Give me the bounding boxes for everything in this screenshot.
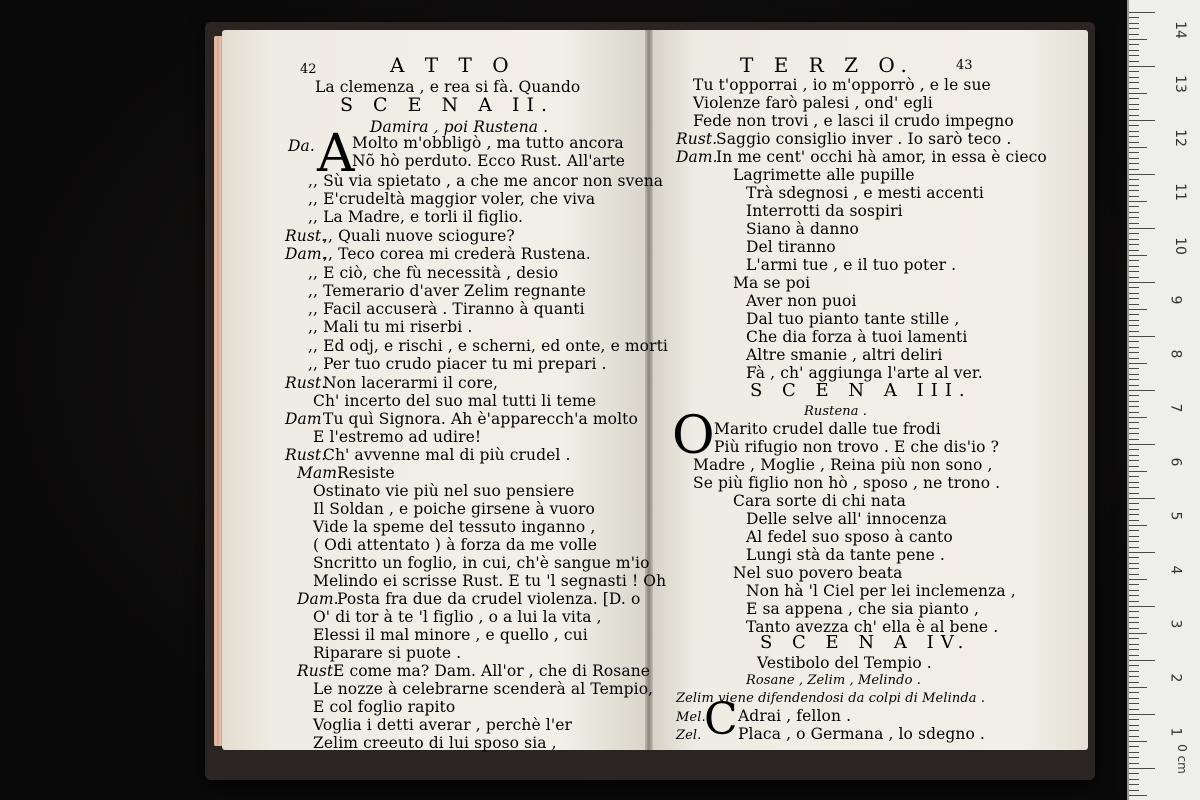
ruler-tick bbox=[1129, 476, 1139, 477]
ruler-tick bbox=[1129, 336, 1155, 337]
text-line: Tu t'opporrai , io m'opporrò , e le sue bbox=[693, 76, 991, 94]
ruler-tick bbox=[1129, 282, 1155, 283]
ruler-tick bbox=[1129, 88, 1139, 89]
ruler-tick bbox=[1129, 379, 1139, 380]
ruler-tick bbox=[1129, 39, 1147, 40]
ruler-number: 1 bbox=[1167, 727, 1184, 737]
ruler-tick bbox=[1129, 552, 1155, 553]
ruler-tick bbox=[1129, 374, 1139, 375]
speaker-label: Rust. bbox=[285, 446, 327, 464]
ruler-tick bbox=[1129, 503, 1139, 504]
ruler-tick bbox=[1129, 525, 1147, 526]
text-line: ,, Ed odj, e rischi , e scherni, ed onte, e morti bbox=[308, 337, 668, 355]
ruler-tick bbox=[1129, 698, 1139, 699]
text-line: ,, Per tuo crudo piacer tu mi prepari . bbox=[308, 355, 607, 373]
text-line: Il Soldan , e poiche girsene à vuoro bbox=[313, 500, 595, 518]
ruler-tick bbox=[1129, 422, 1139, 423]
ruler-tick bbox=[1129, 368, 1139, 369]
ruler-tick bbox=[1129, 692, 1139, 693]
text-line: Violenze farò palesi , ond' egli bbox=[693, 94, 933, 112]
text-line: Al fedel suo sposo à canto bbox=[746, 528, 953, 546]
text-line: Molto m'obbligò , ma tutto ancora bbox=[352, 134, 624, 152]
ruler-tick bbox=[1129, 314, 1139, 315]
ruler-tick bbox=[1129, 736, 1139, 737]
text-line: Delle selve all' innocenza bbox=[746, 510, 947, 528]
ruler-tick bbox=[1129, 174, 1155, 175]
text-line: Aver non puoi bbox=[746, 292, 857, 310]
ruler-tick bbox=[1129, 638, 1139, 639]
text-line: Zelim creeuto di lui sposo sia , bbox=[313, 734, 557, 752]
drop-cap: O bbox=[672, 406, 715, 466]
text-line: Melindo ei scrisse Rust. E tu 'l segnasti ! Oh bbox=[313, 572, 667, 590]
ruler-tick bbox=[1129, 395, 1139, 396]
text-line: Trà sdegnosi , e mesti accenti bbox=[746, 184, 984, 202]
ruler-tick bbox=[1129, 568, 1139, 569]
text-line: Voglia i detti averar , perchè l'er bbox=[313, 716, 573, 734]
ruler-tick bbox=[1129, 255, 1147, 256]
ruler-tick bbox=[1129, 730, 1139, 731]
text-line: Fede non trovi , e lasci il crudo impegno bbox=[693, 112, 1014, 130]
ruler-tick bbox=[1129, 82, 1139, 83]
ruler-tick bbox=[1129, 385, 1139, 386]
ruler-tick bbox=[1129, 244, 1139, 245]
text-line: ,, Temerario d'aver Zelim regnante bbox=[308, 282, 586, 300]
ruler-tick bbox=[1129, 541, 1139, 542]
speaker-label: Dam. bbox=[285, 245, 327, 263]
ruler-tick bbox=[1129, 428, 1139, 429]
speaker-label: Mel. bbox=[676, 710, 706, 725]
ruler-tick bbox=[1129, 304, 1139, 305]
stage-direction: Zelim viene difendendosi da colpi di Melinda . bbox=[676, 691, 986, 706]
ruler-tick bbox=[1129, 601, 1139, 602]
ruler-tick bbox=[1129, 363, 1147, 364]
ruler-tick bbox=[1129, 163, 1139, 164]
ruler-tick bbox=[1129, 233, 1139, 234]
text-line: Altre smanie , altri deliri bbox=[746, 346, 943, 364]
ruler-tick bbox=[1129, 77, 1139, 78]
drop-cap: A bbox=[317, 124, 355, 184]
speaker-label: Da. bbox=[288, 137, 315, 155]
text-line: Interrotti da sospiri bbox=[746, 202, 903, 220]
text-line: ,, E ciò, che fù necessità , desio bbox=[308, 264, 559, 282]
ruler-tick bbox=[1129, 773, 1139, 774]
ruler-number: 3 bbox=[1167, 619, 1184, 629]
ruler-tick bbox=[1129, 147, 1147, 148]
ruler-tick bbox=[1129, 530, 1139, 531]
speaker-label: Rust. bbox=[285, 374, 327, 392]
text-line: Nõ hò perduto. Ecco Rust. All'arte bbox=[352, 152, 626, 170]
ruler-number: 6 bbox=[1167, 457, 1184, 467]
ruler-tick bbox=[1129, 763, 1139, 764]
text-line: ,, Teco corea mi crederà Rustena. bbox=[323, 245, 591, 263]
ruler-tick bbox=[1129, 584, 1139, 585]
ruler-tick bbox=[1129, 795, 1147, 796]
speaker-label: Rust. bbox=[676, 130, 718, 148]
ruler-tick bbox=[1129, 250, 1139, 251]
ruler-tick bbox=[1129, 131, 1139, 132]
ruler-tick bbox=[1129, 115, 1139, 116]
scene-heading: S C E N A III. bbox=[750, 380, 972, 401]
ruler-tick bbox=[1129, 23, 1139, 24]
ruler-tick bbox=[1129, 622, 1139, 623]
ruler-number: 4 bbox=[1167, 565, 1184, 575]
measuring-ruler bbox=[1127, 0, 1200, 800]
ruler-tick bbox=[1129, 649, 1139, 650]
ruler-tick bbox=[1129, 790, 1139, 791]
ruler-tick bbox=[1129, 487, 1139, 488]
ruler-tick bbox=[1129, 228, 1155, 229]
text-line: ,, Sù via spietato , a che me ancor non svena bbox=[308, 172, 664, 190]
ruler-tick bbox=[1129, 390, 1155, 391]
ruler-tick bbox=[1129, 341, 1139, 342]
ruler-tick bbox=[1129, 433, 1139, 434]
ruler-unit: 0 cm bbox=[1174, 744, 1189, 774]
ruler-tick bbox=[1129, 444, 1155, 445]
text-line: ,, E'crudeltà maggior voler, che viva bbox=[308, 190, 596, 208]
ruler-number: 11 bbox=[1171, 183, 1188, 201]
ruler-tick bbox=[1129, 120, 1155, 121]
text-line: Posta fra due da crudel violenza. [D. o bbox=[337, 590, 641, 608]
ruler-tick bbox=[1129, 287, 1139, 288]
ruler-number: 12 bbox=[1171, 129, 1188, 147]
ruler-number: 5 bbox=[1167, 511, 1184, 521]
text-line: Ostinato vie più nel suo pensiere bbox=[313, 482, 575, 500]
stage-direction: Rustena . bbox=[804, 404, 868, 419]
speaker-label: Zel. bbox=[676, 728, 702, 743]
ruler-tick bbox=[1129, 557, 1139, 558]
ruler-tick bbox=[1129, 217, 1139, 218]
ruler-tick bbox=[1129, 644, 1139, 645]
ruler-tick bbox=[1129, 493, 1139, 494]
ruler-tick bbox=[1129, 509, 1139, 510]
ruler-tick bbox=[1129, 784, 1139, 785]
ruler-tick bbox=[1129, 55, 1139, 56]
ruler-tick bbox=[1129, 125, 1139, 126]
text-line: Tu quì Signora. Ah è'apparecch'a molto bbox=[323, 410, 638, 428]
ruler-tick bbox=[1129, 152, 1139, 153]
ruler-tick bbox=[1129, 142, 1139, 143]
page-number-left: 42 bbox=[300, 62, 317, 77]
book-gutter bbox=[645, 30, 653, 750]
ruler-tick bbox=[1129, 17, 1139, 18]
text-line: Siano à danno bbox=[746, 220, 859, 238]
ruler-tick bbox=[1129, 185, 1139, 186]
ruler-tick bbox=[1129, 277, 1139, 278]
ruler-tick bbox=[1129, 271, 1139, 272]
text-line: Tanto avezza ch' ella è al bene . bbox=[746, 618, 999, 636]
text-line: Resiste bbox=[337, 464, 395, 482]
ruler-tick bbox=[1129, 574, 1139, 575]
ruler-number: 7 bbox=[1167, 403, 1184, 413]
ruler-tick bbox=[1129, 590, 1139, 591]
ruler-tick bbox=[1129, 703, 1139, 704]
ruler-tick bbox=[1129, 482, 1139, 483]
ruler-tick bbox=[1129, 655, 1139, 656]
text-line: Nel suo povero beata bbox=[733, 564, 903, 582]
ruler-tick bbox=[1129, 676, 1139, 677]
text-line: Elessi il mal minore , e quello , cui bbox=[313, 626, 588, 644]
ruler-tick bbox=[1129, 169, 1139, 170]
text-line: In me cent' occhi hà amor, in essa è cieco bbox=[716, 148, 1047, 166]
ruler-tick bbox=[1129, 617, 1139, 618]
speaker-label: Rust. bbox=[297, 662, 339, 680]
ruler-tick bbox=[1129, 320, 1139, 321]
ruler-tick bbox=[1129, 358, 1139, 359]
ruler-tick bbox=[1129, 671, 1139, 672]
ruler-tick bbox=[1129, 412, 1139, 413]
ruler-tick bbox=[1129, 682, 1139, 683]
text-line: Saggio consiglio inver . Io sarò teco . bbox=[716, 130, 1012, 148]
ruler-tick bbox=[1129, 206, 1139, 207]
ruler-tick bbox=[1129, 266, 1139, 267]
text-line: Madre , Moglie , Reina più non sono , bbox=[693, 456, 993, 474]
text-line: Ma se poi bbox=[733, 274, 811, 292]
ruler-tick bbox=[1129, 239, 1139, 240]
ruler-tick bbox=[1129, 460, 1139, 461]
scene-heading: S C E N A II. bbox=[340, 94, 555, 116]
ruler-tick bbox=[1129, 179, 1139, 180]
ruler-tick bbox=[1129, 347, 1139, 348]
ruler-tick bbox=[1129, 158, 1139, 159]
ruler-tick bbox=[1129, 455, 1139, 456]
ruler-tick bbox=[1129, 768, 1155, 769]
ruler-tick bbox=[1129, 401, 1139, 402]
ruler-tick bbox=[1129, 12, 1155, 13]
scene-heading: S C E N A IV. bbox=[760, 632, 971, 653]
ruler-tick bbox=[1129, 611, 1139, 612]
ruler-tick bbox=[1129, 293, 1139, 294]
text-line: Ch' incerto del suo mal tutti li teme bbox=[313, 392, 597, 410]
ruler-tick bbox=[1129, 606, 1155, 607]
ruler-tick bbox=[1129, 309, 1147, 310]
text-line: Dal tuo pianto tante stille , bbox=[746, 310, 960, 328]
ruler-number: 9 bbox=[1167, 295, 1184, 305]
ruler-tick bbox=[1129, 579, 1147, 580]
text-line: ,, Mali tu mi riserbi . bbox=[308, 318, 473, 336]
ruler-number: 13 bbox=[1171, 75, 1188, 93]
running-head-right: T E R Z O. bbox=[740, 53, 914, 77]
text-line: ,, La Madre, e torli il figlio. bbox=[308, 208, 524, 226]
ruler-tick bbox=[1129, 687, 1147, 688]
ruler-tick bbox=[1129, 50, 1139, 51]
text-line: Ch' avvenne mal di più crudel . bbox=[323, 446, 571, 464]
ruler-tick bbox=[1129, 665, 1139, 666]
ruler-tick bbox=[1129, 595, 1139, 596]
ruler-number: 14 bbox=[1171, 21, 1188, 39]
ruler-tick bbox=[1129, 520, 1139, 521]
speaker-label: Dam. bbox=[676, 148, 718, 166]
text-line: ,, Facil accuserà . Tiranno à quanti bbox=[308, 300, 585, 318]
ruler-tick bbox=[1129, 471, 1147, 472]
ruler-tick bbox=[1129, 201, 1147, 202]
ruler-tick bbox=[1129, 417, 1147, 418]
speaker-label: Rust. bbox=[285, 227, 327, 245]
text-line: Se più figlio non hò , sposo , ne trono . bbox=[693, 474, 1001, 492]
text-line: ( Odi attentato ) à forza da me volle bbox=[313, 536, 598, 554]
ruler-tick bbox=[1129, 223, 1139, 224]
ruler-tick bbox=[1129, 536, 1139, 537]
text-line: L'armi tue , e il tuo poter . bbox=[746, 256, 957, 274]
ruler-tick bbox=[1129, 109, 1139, 110]
ruler-number: 10 bbox=[1171, 237, 1188, 255]
ruler-tick bbox=[1129, 709, 1139, 710]
text-line: Lagrimette alle pupille bbox=[733, 166, 915, 184]
text-line: Lungi stà da tante pene . bbox=[746, 546, 945, 564]
ruler-tick bbox=[1129, 514, 1139, 515]
text-line: Del tiranno bbox=[746, 238, 836, 256]
ruler-tick bbox=[1129, 563, 1139, 564]
ruler-tick bbox=[1129, 71, 1139, 72]
text-line: Vide la speme del tessuto inganno , bbox=[313, 518, 596, 536]
ruler-tick bbox=[1129, 331, 1139, 332]
stage-direction: Vestibolo del Tempio . bbox=[757, 654, 932, 672]
text-line: La clemenza , e rea si fà. Quando bbox=[315, 78, 581, 96]
ruler-tick bbox=[1129, 439, 1139, 440]
ruler-tick bbox=[1129, 61, 1139, 62]
ruler-tick bbox=[1129, 212, 1139, 213]
ruler-tick bbox=[1129, 104, 1139, 105]
ruler-tick bbox=[1129, 28, 1139, 29]
ruler-tick bbox=[1129, 779, 1139, 780]
ruler-tick bbox=[1129, 190, 1139, 191]
text-line: E l'estremo ad udire! bbox=[313, 428, 482, 446]
speaker-label: Mam. bbox=[297, 464, 343, 482]
text-line: Che dia forza à tuoi lamenti bbox=[746, 328, 968, 346]
ruler-tick bbox=[1129, 406, 1139, 407]
stage-direction: Damira , poi Rustena . bbox=[370, 118, 549, 136]
text-line: Marito crudel dalle tue frodi bbox=[714, 420, 941, 438]
ruler-tick bbox=[1129, 298, 1139, 299]
text-line: Riparare si puote . bbox=[313, 644, 462, 662]
ruler-tick bbox=[1129, 741, 1147, 742]
text-line: Non hà 'l Ciel per lei inclemenza , bbox=[746, 582, 1016, 600]
ruler-tick bbox=[1129, 260, 1139, 261]
text-line: Le nozze à celebrarne scenderà al Tempio, bbox=[313, 680, 654, 698]
text-line: Placa , o Germana , lo sdegno . bbox=[738, 725, 985, 743]
ruler-tick bbox=[1129, 746, 1139, 747]
text-line: ,, Quali nuove sciogure? bbox=[323, 227, 515, 245]
ruler-tick bbox=[1129, 757, 1139, 758]
stage-direction: Rosane , Zelim , Melindo . bbox=[746, 673, 921, 688]
ruler-tick bbox=[1129, 547, 1139, 548]
text-line: Sncritto un foglio, in cui, ch'è sangue m'io bbox=[313, 554, 650, 572]
ruler-tick bbox=[1129, 498, 1155, 499]
ruler-tick bbox=[1129, 719, 1139, 720]
ruler-number: 2 bbox=[1167, 673, 1184, 683]
ruler-tick bbox=[1129, 44, 1139, 45]
ruler-tick bbox=[1129, 725, 1139, 726]
text-line: Non lacerarmi il core, bbox=[323, 374, 499, 392]
ruler-tick bbox=[1129, 34, 1139, 35]
ruler-tick bbox=[1129, 325, 1139, 326]
text-line: Cara sorte di chi nata bbox=[733, 492, 906, 510]
text-line: Adrai , fellon . bbox=[738, 707, 852, 725]
ruler-tick bbox=[1129, 93, 1147, 94]
ruler-tick bbox=[1129, 196, 1139, 197]
speaker-label: Dam bbox=[285, 410, 322, 428]
running-head-left: A T T O bbox=[390, 53, 516, 77]
text-line: E come ma? Dam. All'or , che di Rosane bbox=[333, 662, 651, 680]
ruler-number: 8 bbox=[1167, 349, 1184, 359]
ruler-tick bbox=[1129, 714, 1155, 715]
ruler-tick bbox=[1129, 633, 1147, 634]
ruler-tick bbox=[1129, 66, 1155, 67]
text-line: E col foglio rapito bbox=[313, 698, 456, 716]
ruler-tick bbox=[1129, 136, 1139, 137]
ruler-tick bbox=[1129, 352, 1139, 353]
ruler-tick bbox=[1129, 466, 1139, 467]
text-line: E sa appena , che sia pianto , bbox=[746, 600, 979, 618]
ruler-tick bbox=[1129, 98, 1139, 99]
page-number-right: 43 bbox=[956, 58, 973, 73]
ruler-tick bbox=[1129, 628, 1139, 629]
text-line: Più rifugio non trovo . E che dis'io ? bbox=[714, 438, 1000, 456]
text-line: Fà , ch' aggiunga l'arte al ver. bbox=[746, 364, 983, 382]
ruler-tick bbox=[1129, 660, 1155, 661]
text-line: O' di tor à te 'l figlio , o a lui la vita , bbox=[313, 608, 602, 626]
drop-cap: C bbox=[704, 694, 738, 745]
ruler-tick bbox=[1129, 449, 1139, 450]
ruler-tick bbox=[1129, 752, 1139, 753]
speaker-label: Dam. bbox=[297, 590, 339, 608]
